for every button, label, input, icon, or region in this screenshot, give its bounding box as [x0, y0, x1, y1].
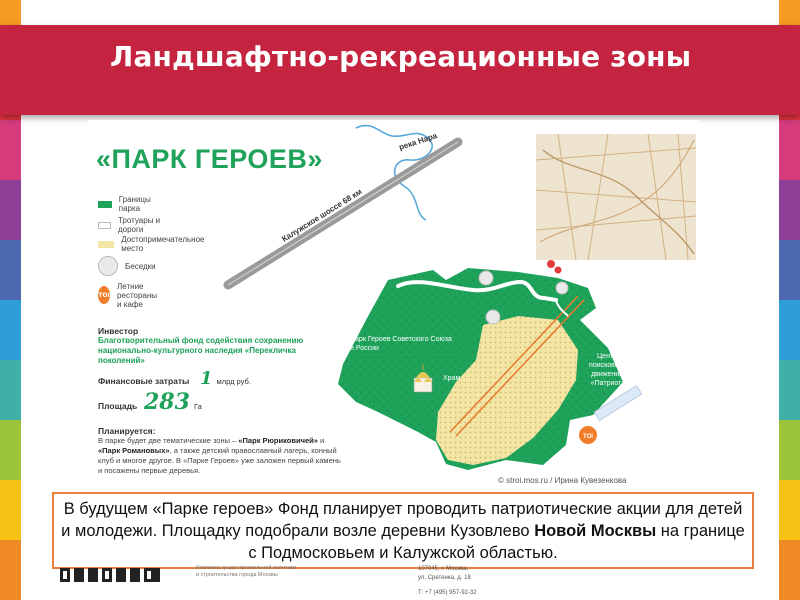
color-stripe-segment [779, 300, 800, 360]
color-stripe-segment [0, 300, 21, 360]
river-label: река Нара [397, 131, 439, 152]
park-infographic [88, 120, 700, 495]
color-stripe-segment [779, 480, 800, 540]
department-logo-icon [60, 566, 164, 584]
legend-item-cafes: TOI Летние рестораны и кафе [98, 281, 158, 309]
color-stripe-segment [779, 180, 800, 240]
area-value: 283 [144, 389, 190, 415]
color-stripe-segment [779, 540, 800, 600]
color-stripe-segment [0, 120, 21, 180]
planned-text: В парке будет две тематические зоны – «Парк Рюриковичей» и «Парк Романовых», а также детский православный лагерь, конный клуб и многое другое. В «Парке Героев» уже заложен первый камень и посажены первые деревья. [98, 436, 341, 475]
legend-item-landmark: Достопримечательное место [98, 236, 208, 252]
planned-heading: Планируется: [98, 426, 156, 436]
color-stripe-segment [779, 360, 800, 420]
color-stripe-segment [779, 420, 800, 480]
footer-organization: Комплекс градостроительной политики и строительства города Москвы [196, 565, 297, 578]
investor-heading: Инвестор [98, 326, 139, 336]
svg-text:TOI: TOI [583, 434, 593, 440]
caption-box: В будущем «Парке героев» Фонд планирует проводить патриотические акции для детей и молодежи. Площадку подобрали возле деревни Кузовлево Новой Москвы на границе с Подмосковьем и Калужской областью. [52, 492, 754, 569]
search-center-label: Центр поискового движения «Патриот» [589, 353, 626, 387]
location-inset-map [536, 134, 696, 268]
photo-credit: © stroi.mos.ru / Ирина Кувезенкова [498, 476, 627, 485]
park-title: «ПАРК ГЕРОЕВ» [96, 144, 323, 174]
legend-item-roads: Тротуары и дороги [98, 217, 160, 233]
color-stripe-segment [0, 180, 21, 240]
cafe-icon [579, 426, 597, 444]
cafe-icon: TOI [98, 286, 110, 304]
finance-block [98, 368, 343, 415]
legend-item-gazebos: Беседки [98, 258, 156, 274]
white-swatch-icon [98, 222, 111, 229]
color-stripe-segment [0, 480, 21, 540]
color-stripe-segment [0, 360, 21, 420]
highway-label: Калужское шоссе 68 км [280, 187, 364, 244]
yellow-swatch-icon [98, 241, 114, 248]
caption-bold: Новой Москвы [534, 522, 657, 540]
slide-title: Ландшафтно-рекреационные зоны [110, 40, 692, 73]
color-stripe-segment [779, 120, 800, 180]
church-label: Храм [443, 375, 461, 382]
gazebo-icon [98, 256, 118, 276]
green-swatch-icon [98, 201, 112, 208]
color-stripe-segment [0, 420, 21, 480]
planned-block [98, 426, 343, 476]
investor-name: Благотворительный фонд содействия сохранению национально-культурного наследия «Перекличка поколений» [98, 336, 304, 365]
finance-row: Финансовые затраты 1 млрд руб. [98, 368, 251, 389]
area-row: Площадь 283 Га [98, 389, 202, 415]
finance-value: 1 [200, 368, 213, 389]
investor-block [98, 326, 343, 366]
legend-item-park-boundary: Границы парка [98, 196, 157, 212]
color-stripe-segment [0, 240, 21, 300]
park-zone-label: Парк Героев Советского Союза и России [350, 336, 452, 352]
color-stripe-segment [779, 240, 800, 300]
landmark-marker-icon [555, 267, 562, 274]
footer-address: 107045, г. Москва, ул. Сретенка, д. 18 Т: +7 (495) 957-92-32 [418, 566, 477, 596]
color-stripe-segment [0, 540, 21, 600]
